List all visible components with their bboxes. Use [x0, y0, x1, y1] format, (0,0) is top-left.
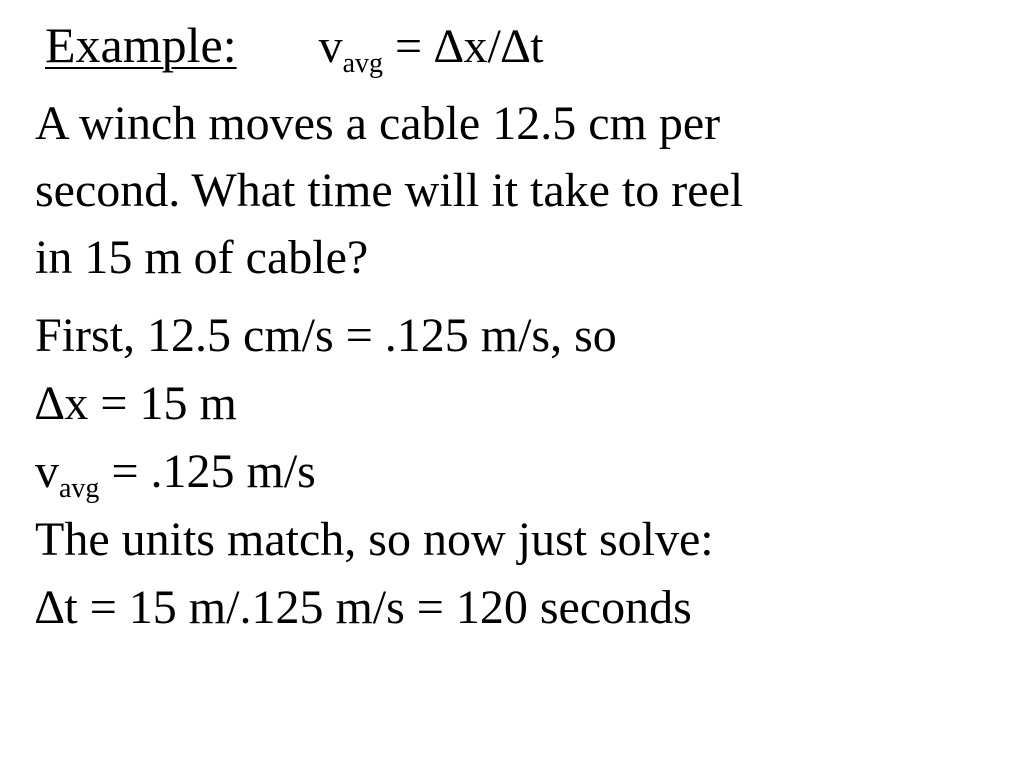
velocity-rest: = .125 m/s	[99, 445, 316, 498]
velocity-v: v	[35, 445, 59, 498]
velocity-subscript: avg	[59, 473, 100, 504]
formula-v: v	[318, 20, 343, 73]
velocity-line	[35, 445, 316, 504]
slide-title	[45, 17, 544, 79]
example-label: Example:	[45, 17, 237, 73]
conversion-line: First, 12.5 cm/s = .125 m/s, so	[35, 309, 617, 362]
time-solution-line: ∆t = 15 m/.125 m/s = 120 seconds	[35, 581, 692, 634]
problem-line-3: in 15 m of cable?	[35, 231, 369, 284]
problem-line-1: A winch moves a cable 12.5 cm per	[35, 97, 721, 150]
displacement-line: ∆x = 15 m	[35, 377, 237, 430]
formula-subscript: avg	[342, 48, 384, 79]
average-velocity-formula	[318, 20, 544, 79]
formula-rest: = ∆x/∆t	[383, 20, 544, 73]
problem-line-2: second. What time will it take to reel	[35, 164, 744, 217]
units-note-line: The units match, so now just solve:	[35, 513, 714, 566]
